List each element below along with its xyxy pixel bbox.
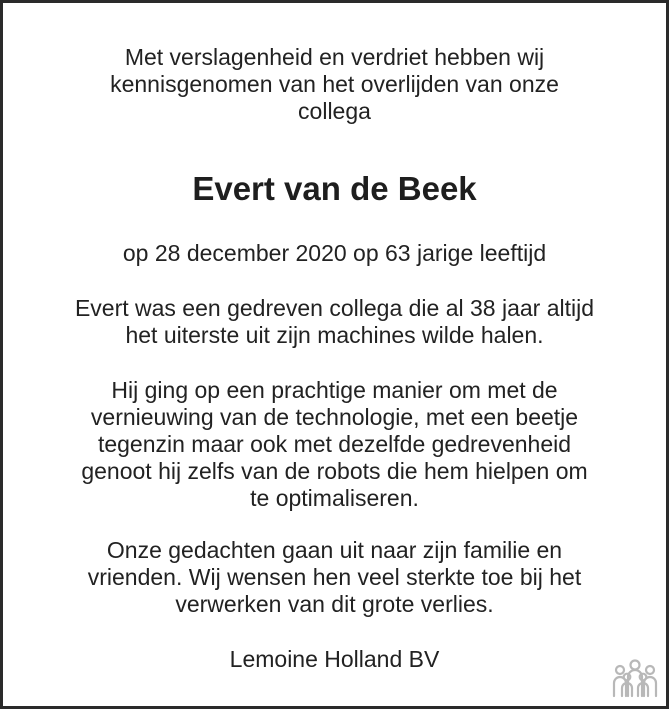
people-group-icon	[611, 657, 659, 699]
person-head	[646, 666, 654, 674]
paragraph-line: Hij ging op een prachtige manier om met de	[111, 377, 558, 403]
deceased-name: Evert van de Beek	[192, 170, 477, 207]
paragraph-line: te optimaliseren.	[250, 485, 419, 511]
paragraph-line: Evert was een gedreven collega die al 38 jaar altijd	[74, 295, 595, 321]
person-head	[616, 666, 624, 674]
person-body	[644, 677, 656, 696]
date-line: op 28 december 2020 op 63 jarige leeftijd	[122, 240, 547, 266]
intro-text	[20, 44, 649, 125]
intro-line: kennisgenomen van het overlijden van onze	[110, 71, 559, 97]
paragraph-line: genoot hij zelfs van de robots die hem hielpen om	[81, 458, 588, 484]
person-head	[631, 661, 640, 670]
paragraph-technology	[20, 377, 649, 512]
paragraph-career	[20, 295, 649, 349]
paragraph-line: vernieuwing van de technologie, met een beetje	[90, 404, 579, 430]
signature: Lemoine Holland BV	[229, 646, 440, 672]
paragraph-line: het uiterste uit zijn machines wilde halen.	[125, 322, 544, 348]
paragraph-line: Onze gedachten gaan uit naar zijn familie en	[106, 537, 563, 563]
paragraph-line: tegenzin maar ook met dezelfde gedrevenheid	[97, 431, 572, 457]
paragraph-line: vrienden. Wij wensen hen veel sterkte toe bij het	[87, 564, 582, 590]
person-body	[614, 677, 626, 696]
intro-line: Met verslagenheid en verdriet hebben wij	[124, 44, 545, 70]
paragraph-line: verwerken van dit grote verlies.	[175, 591, 494, 617]
intro-line: collega	[298, 98, 371, 124]
paragraph-condolences	[20, 537, 649, 618]
